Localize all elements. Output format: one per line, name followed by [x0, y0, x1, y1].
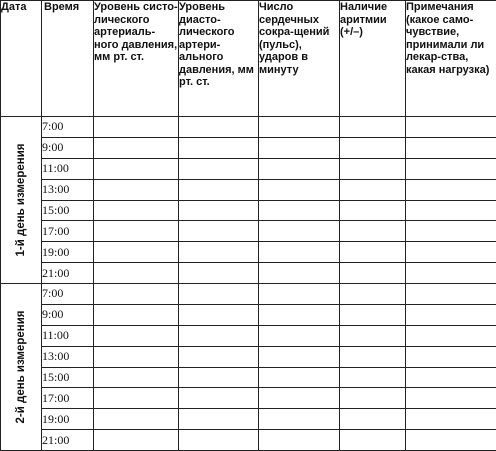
- header-date: Дата: [1, 1, 42, 117]
- time-cell: 19:00: [42, 242, 94, 263]
- table-row: [1, 158, 496, 179]
- notes-cell[interactable]: [406, 263, 496, 284]
- pulse-cell[interactable]: [259, 158, 340, 179]
- systolic-cell[interactable]: [94, 367, 179, 388]
- pulse-cell[interactable]: [259, 137, 340, 158]
- diastolic-cell[interactable]: [179, 367, 259, 388]
- time-cell: 13:00: [42, 179, 94, 200]
- table-row: [1, 325, 496, 346]
- arrhythmia-cell[interactable]: [340, 242, 406, 263]
- arrhythmia-cell[interactable]: [340, 200, 406, 221]
- notes-cell[interactable]: [406, 430, 496, 451]
- systolic-cell[interactable]: [94, 325, 179, 346]
- systolic-cell[interactable]: [94, 346, 179, 367]
- arrhythmia-cell[interactable]: [340, 304, 406, 325]
- pulse-cell[interactable]: [259, 430, 340, 451]
- day-label-cell: [1, 284, 42, 451]
- pulse-cell[interactable]: [259, 284, 340, 305]
- header-pulse: Число сердечных сокра-щений (пульс), ударов в минуту: [259, 1, 340, 117]
- systolic-cell[interactable]: [94, 263, 179, 284]
- header-diastolic: Уровень диасто-лического артери-ального давления, мм рт. ст.: [179, 1, 259, 117]
- pulse-cell[interactable]: [259, 221, 340, 242]
- arrhythmia-cell[interactable]: [340, 137, 406, 158]
- systolic-cell[interactable]: [94, 409, 179, 430]
- diastolic-cell[interactable]: [179, 200, 259, 221]
- table-body: [1, 117, 496, 451]
- table-row: [1, 263, 496, 284]
- pulse-cell[interactable]: [259, 263, 340, 284]
- systolic-cell[interactable]: [94, 304, 179, 325]
- notes-cell[interactable]: [406, 158, 496, 179]
- systolic-cell[interactable]: [94, 200, 179, 221]
- arrhythmia-cell[interactable]: [340, 263, 406, 284]
- diastolic-cell[interactable]: [179, 158, 259, 179]
- time-cell: 9:00: [42, 137, 94, 158]
- arrhythmia-cell[interactable]: [340, 179, 406, 200]
- systolic-cell[interactable]: [94, 430, 179, 451]
- diastolic-cell[interactable]: [179, 284, 259, 305]
- table-row: [1, 137, 496, 158]
- pulse-cell[interactable]: [259, 304, 340, 325]
- day-label: 1-й день измерения: [15, 143, 27, 257]
- table-row: [1, 430, 496, 451]
- table-row: [1, 388, 496, 409]
- pulse-cell[interactable]: [259, 200, 340, 221]
- diastolic-cell[interactable]: [179, 263, 259, 284]
- pulse-cell[interactable]: [259, 179, 340, 200]
- arrhythmia-cell[interactable]: [340, 158, 406, 179]
- time-cell: 11:00: [42, 325, 94, 346]
- diastolic-cell[interactable]: [179, 137, 259, 158]
- notes-cell[interactable]: [406, 284, 496, 305]
- table-row: [1, 117, 496, 138]
- time-cell: 13:00: [42, 346, 94, 367]
- header-notes: Примечания (какое само-чувствие, принимали ли лекар-ства, какая нагрузка): [406, 1, 496, 117]
- notes-cell[interactable]: [406, 200, 496, 221]
- arrhythmia-cell[interactable]: [340, 221, 406, 242]
- diastolic-cell[interactable]: [179, 242, 259, 263]
- day-label: 2-й день измерения: [15, 310, 27, 424]
- notes-cell[interactable]: [406, 325, 496, 346]
- pulse-cell[interactable]: [259, 409, 340, 430]
- notes-cell[interactable]: [406, 179, 496, 200]
- notes-cell[interactable]: [406, 117, 496, 138]
- time-cell: 9:00: [42, 304, 94, 325]
- diastolic-cell[interactable]: [179, 304, 259, 325]
- time-cell: 21:00: [42, 263, 94, 284]
- table-row: [1, 409, 496, 430]
- header-row: [1, 1, 496, 117]
- header-arrhythmia: Наличие аритмии (+/–): [340, 1, 406, 117]
- table-row: [1, 179, 496, 200]
- arrhythmia-cell[interactable]: [340, 388, 406, 409]
- diastolic-cell[interactable]: [179, 346, 259, 367]
- arrhythmia-cell[interactable]: [340, 284, 406, 305]
- header-systolic: Уровень систо-лического артериаль-ного давления, мм рт. ст.: [94, 1, 179, 117]
- time-cell: 11:00: [42, 158, 94, 179]
- pulse-cell[interactable]: [259, 325, 340, 346]
- time-cell: 21:00: [42, 430, 94, 451]
- pulse-cell[interactable]: [259, 367, 340, 388]
- pulse-cell[interactable]: [259, 242, 340, 263]
- table-row: [1, 200, 496, 221]
- time-cell: 7:00: [42, 117, 94, 138]
- pulse-cell[interactable]: [259, 346, 340, 367]
- pulse-cell[interactable]: [259, 117, 340, 138]
- table-row: [1, 304, 496, 325]
- systolic-cell[interactable]: [94, 179, 179, 200]
- time-cell: 17:00: [42, 388, 94, 409]
- systolic-cell[interactable]: [94, 221, 179, 242]
- header-time: Время: [42, 1, 94, 117]
- systolic-cell[interactable]: [94, 137, 179, 158]
- table-row: [1, 284, 496, 305]
- notes-cell[interactable]: [406, 221, 496, 242]
- diastolic-cell[interactable]: [179, 430, 259, 451]
- diastolic-cell[interactable]: [179, 179, 259, 200]
- diastolic-cell[interactable]: [179, 325, 259, 346]
- diastolic-cell[interactable]: [179, 221, 259, 242]
- notes-cell[interactable]: [406, 409, 496, 430]
- arrhythmia-cell[interactable]: [340, 346, 406, 367]
- systolic-cell[interactable]: [94, 242, 179, 263]
- notes-cell[interactable]: [406, 367, 496, 388]
- arrhythmia-cell[interactable]: [340, 367, 406, 388]
- diastolic-cell[interactable]: [179, 117, 259, 138]
- table-row: [1, 367, 496, 388]
- time-cell: 19:00: [42, 409, 94, 430]
- table-row: [1, 221, 496, 242]
- systolic-cell[interactable]: [94, 284, 179, 305]
- time-cell: 7:00: [42, 284, 94, 305]
- table-row: [1, 346, 496, 367]
- time-cell: 15:00: [42, 367, 94, 388]
- arrhythmia-cell[interactable]: [340, 430, 406, 451]
- time-cell: 17:00: [42, 221, 94, 242]
- arrhythmia-cell[interactable]: [340, 409, 406, 430]
- systolic-cell[interactable]: [94, 117, 179, 138]
- diastolic-cell[interactable]: [179, 388, 259, 409]
- notes-cell[interactable]: [406, 242, 496, 263]
- systolic-cell[interactable]: [94, 158, 179, 179]
- pulse-cell[interactable]: [259, 388, 340, 409]
- day-label-cell: [1, 117, 42, 284]
- notes-cell[interactable]: [406, 388, 496, 409]
- notes-cell[interactable]: [406, 346, 496, 367]
- arrhythmia-cell[interactable]: [340, 325, 406, 346]
- arrhythmia-cell[interactable]: [340, 117, 406, 138]
- systolic-cell[interactable]: [94, 388, 179, 409]
- table-row: [1, 242, 496, 263]
- diastolic-cell[interactable]: [179, 409, 259, 430]
- time-cell: 15:00: [42, 200, 94, 221]
- notes-cell[interactable]: [406, 304, 496, 325]
- notes-cell[interactable]: [406, 137, 496, 158]
